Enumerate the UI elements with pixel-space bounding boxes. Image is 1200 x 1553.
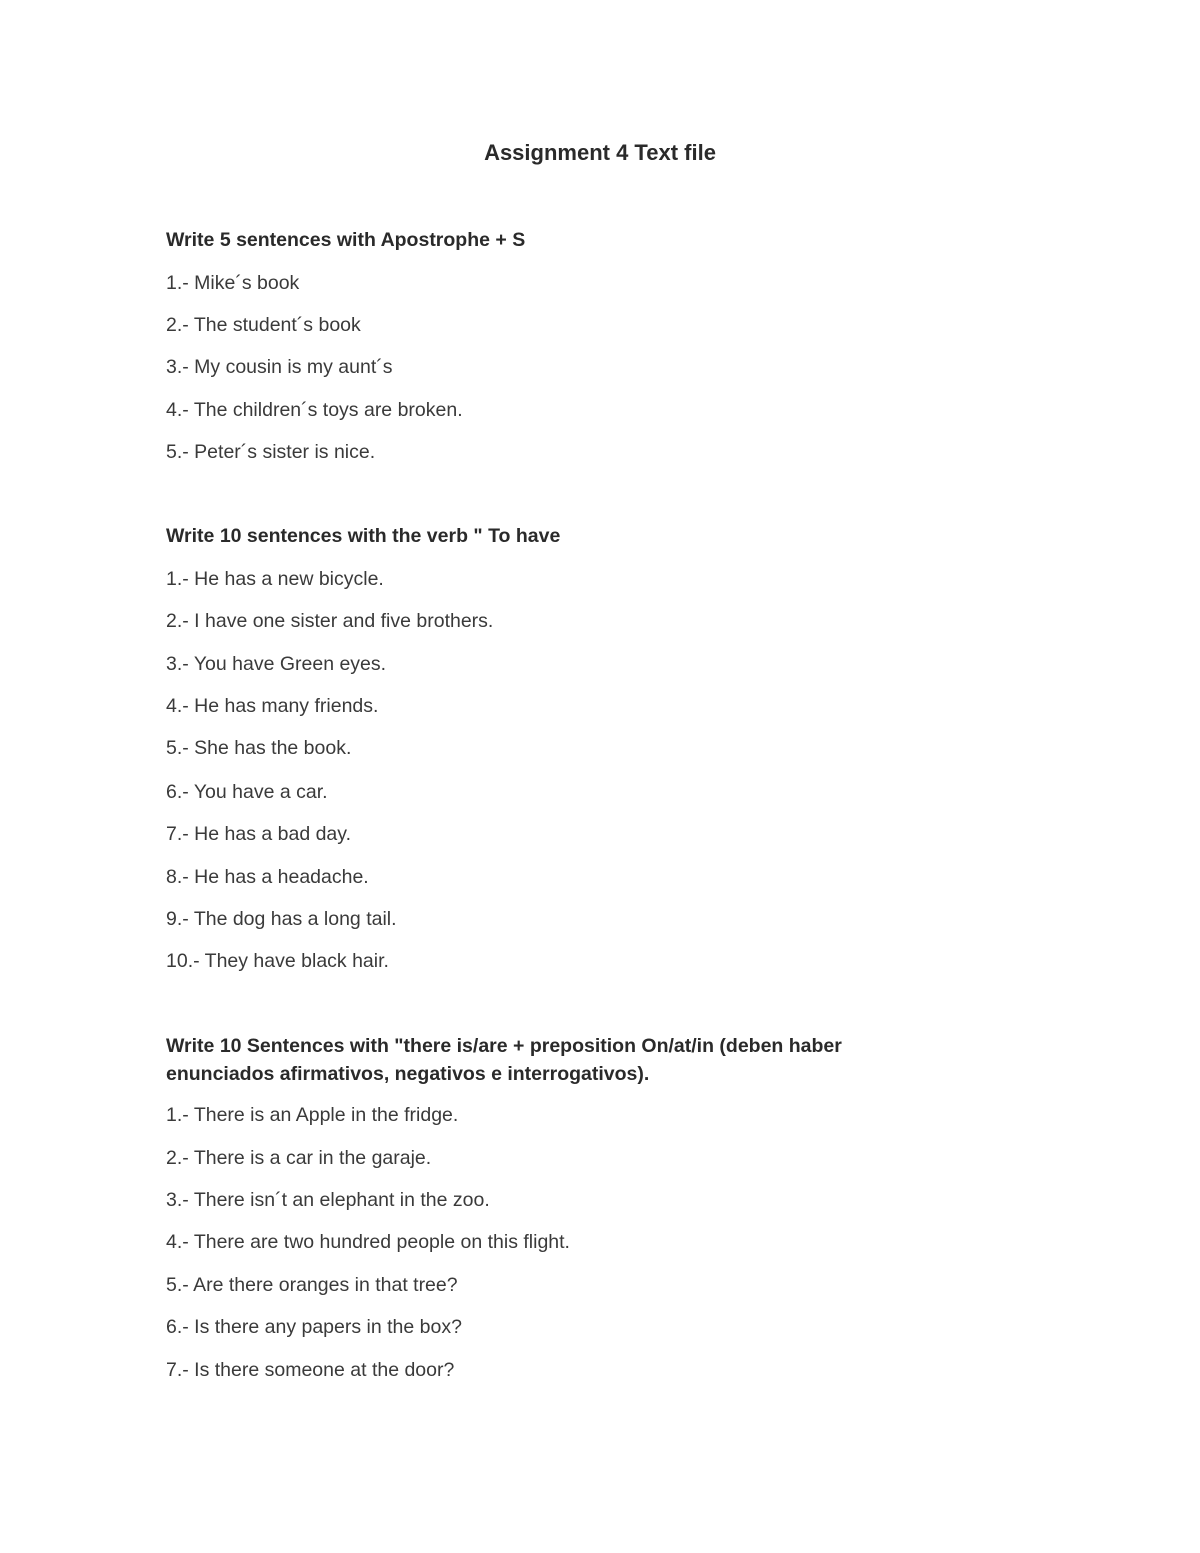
document-title: Assignment 4 Text file	[484, 140, 716, 165]
section-3-item-7: 7.- Is there someone at the door?	[166, 1359, 455, 1381]
section-3-item-1: 1.- There is an Apple in the fridge.	[166, 1104, 459, 1126]
section-2-item-8: 8.- He has a headache.	[166, 866, 369, 888]
section-2-item-6: 6.- You have a car.	[166, 781, 328, 803]
section-1-item-5: 5.- Peter´s sister is nice.	[166, 441, 376, 463]
section-3-item-3: 3.- There isn´t an elephant in the zoo.	[166, 1189, 490, 1211]
section-1-item-2: 2.- The student´s book	[166, 314, 361, 336]
section-3-item-6: 6.- Is there any papers in the box?	[166, 1316, 462, 1338]
section-1-item-4: 4.- The children´s toys are broken.	[166, 399, 463, 421]
section-2-item-3: 3.- You have Green eyes.	[166, 653, 387, 675]
section-1-item-3: 3.- My cousin is my aunt´s	[166, 356, 393, 378]
section-3-heading-line-1: Write 10 Sentences with "there is/are + preposition On/at/in (deben haber	[166, 1035, 842, 1057]
section-1-heading: Write 5 sentences with Apostrophe + S	[166, 229, 526, 251]
section-2-item-7: 7.- He has a bad day.	[166, 823, 352, 845]
section-3-item-2: 2.- There is a car in the garaje.	[166, 1147, 432, 1169]
section-3-item-5: 5.- Are there oranges in that tree?	[166, 1274, 458, 1296]
section-1-item-1: 1.- Mike´s book	[166, 272, 300, 294]
section-2-item-10: 10.- They have black hair.	[166, 950, 389, 972]
section-2-item-2: 2.- I have one sister and five brothers.	[166, 610, 494, 632]
section-3-item-4: 4.- There are two hundred people on this flight.	[166, 1231, 570, 1253]
section-2-item-4: 4.- He has many friends.	[166, 695, 379, 717]
section-2-item-1: 1.- He has a new bicycle.	[166, 568, 384, 590]
section-2-item-5: 5.- She has the book.	[166, 737, 352, 759]
section-2-heading: Write 10 sentences with the verb " To have	[166, 525, 561, 547]
section-2-item-9: 9.- The dog has a long tail.	[166, 908, 397, 930]
section-3-heading-line-2: enunciados afirmativos, negativos e interrogativos).	[166, 1063, 650, 1085]
